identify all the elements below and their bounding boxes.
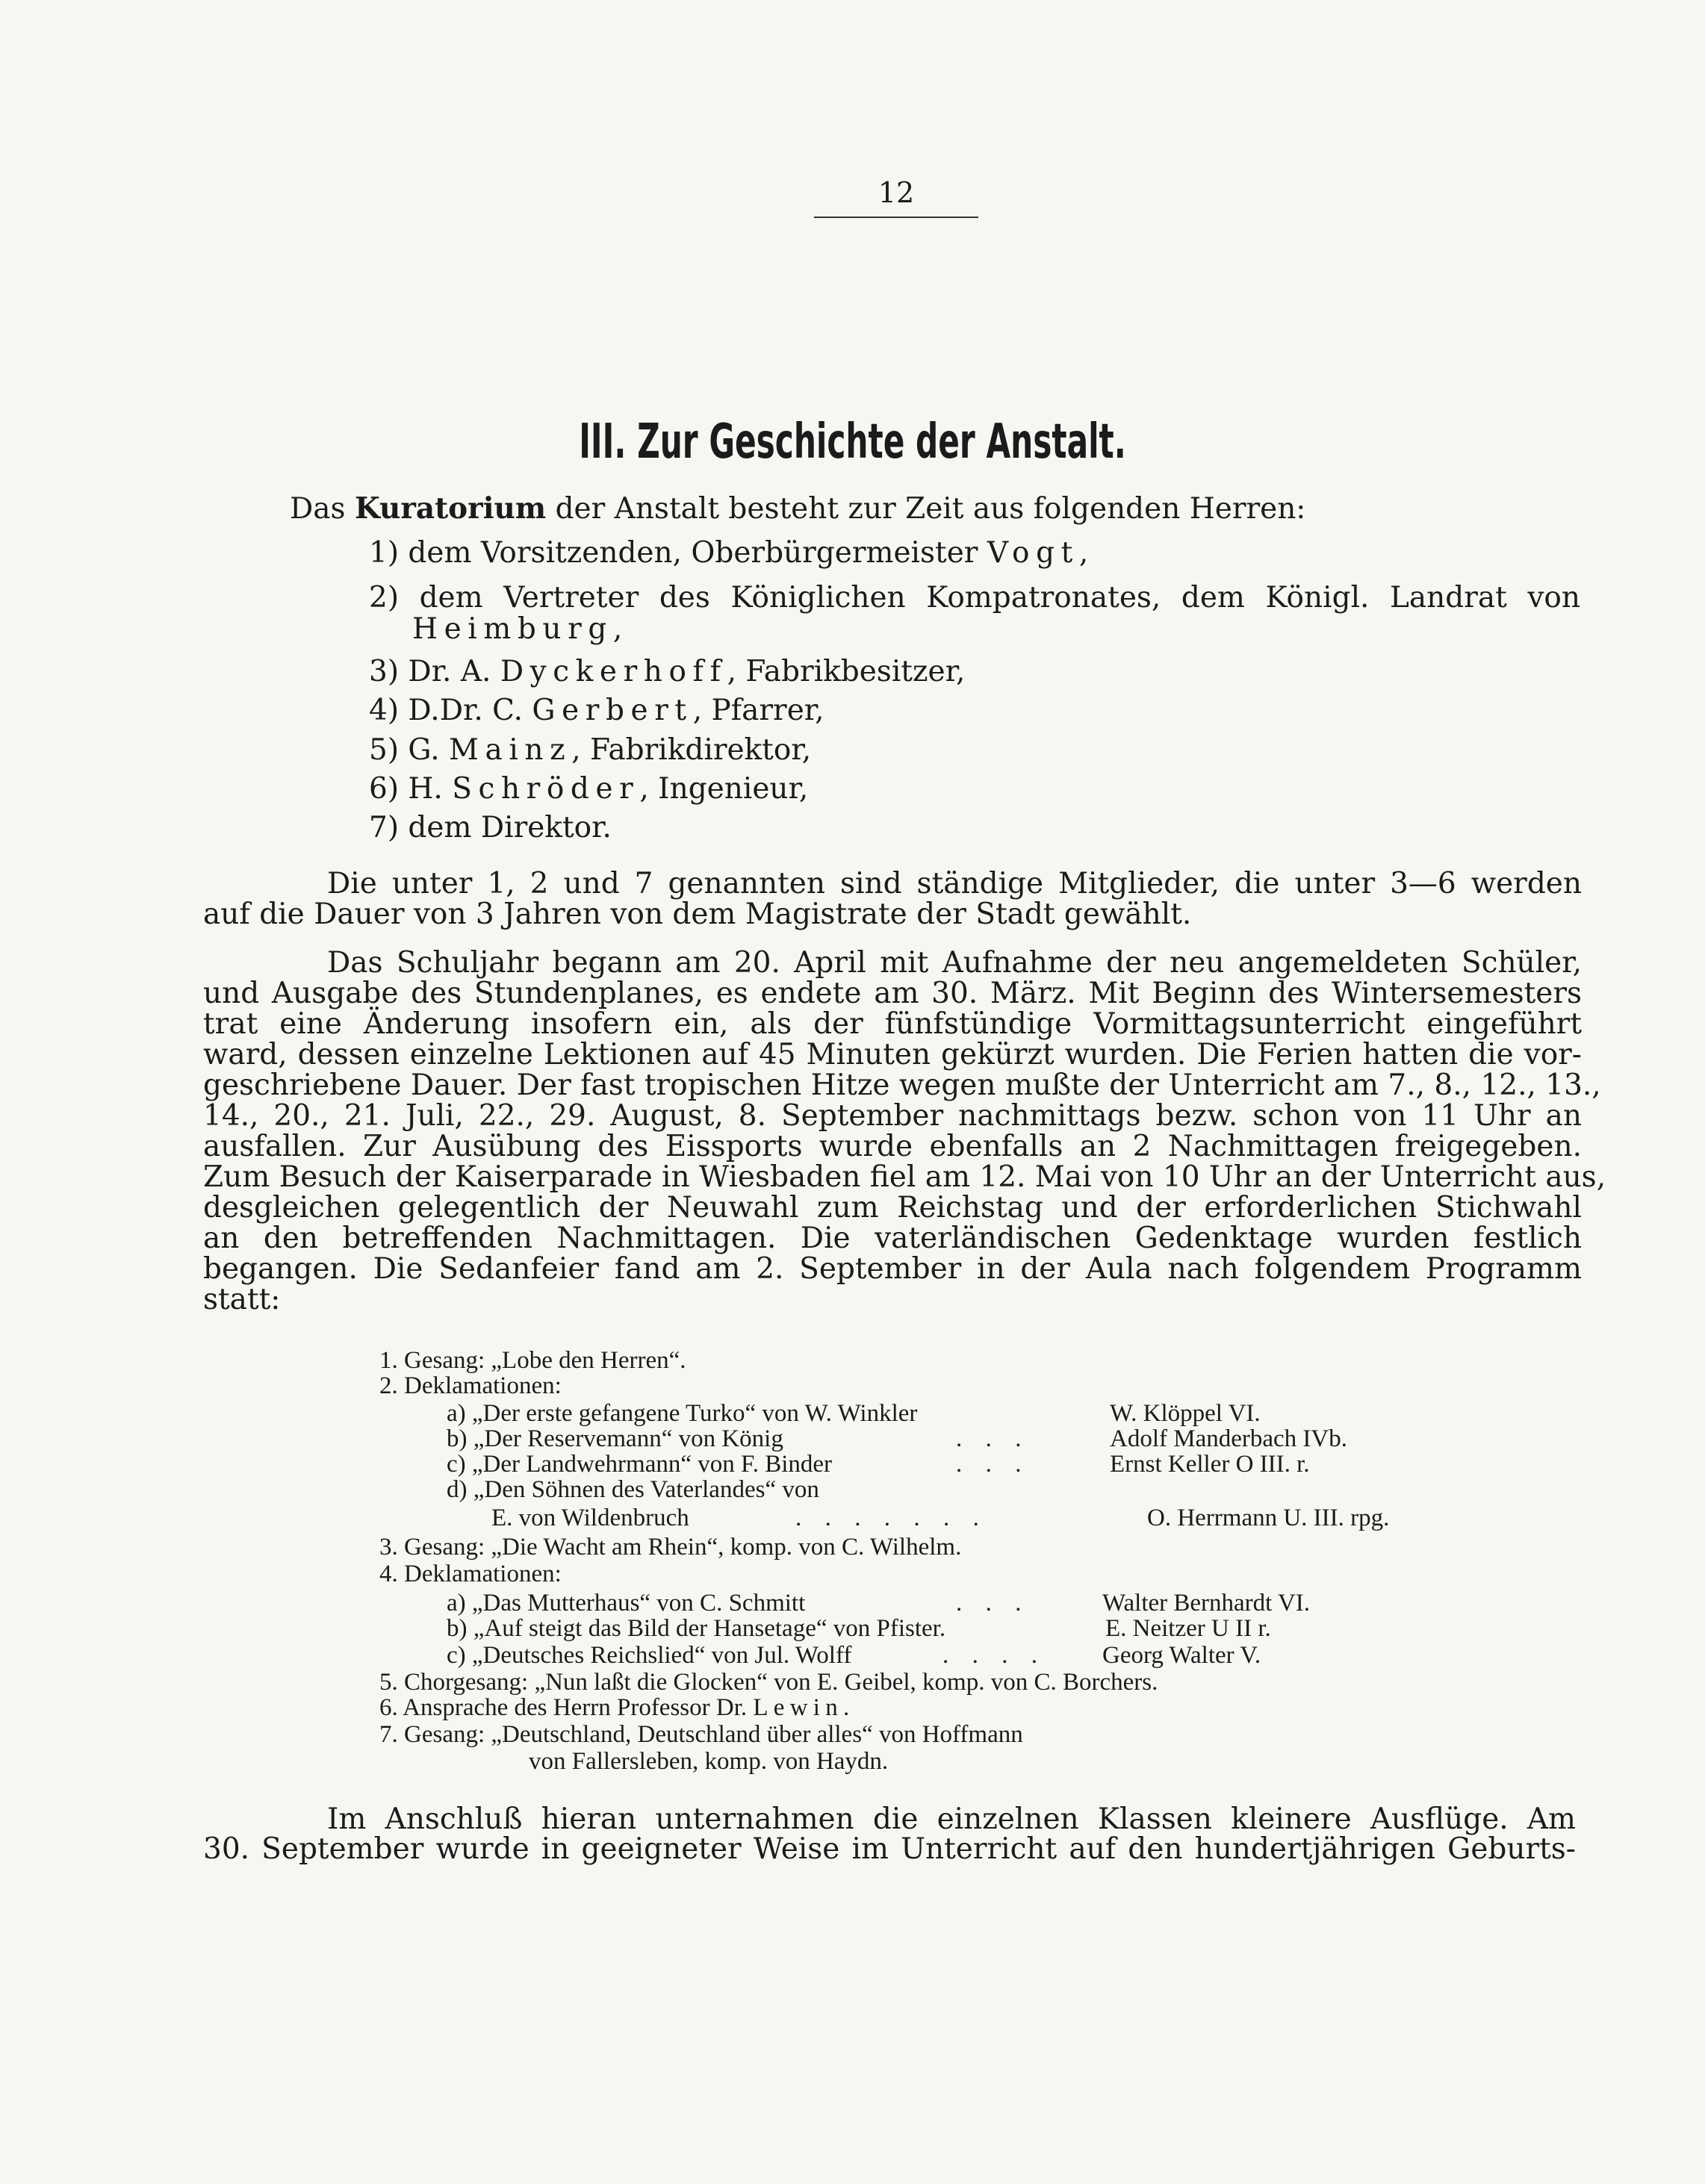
member-4: 4) D.Dr. C. Gerbert, Pfarrer, xyxy=(369,694,824,727)
para2-line: geschriebene Dauer. Der fast tropischen Hitze wegen mußte der Unterricht am 7., 8., 12., 13., xyxy=(203,1068,1601,1102)
para2-line: und Ausgabe des Stundenplanes, es endete am 30. März. Mit Beginn des Wintersemesters xyxy=(203,977,1582,1010)
program-2b-dots: . . . xyxy=(956,1425,1030,1452)
program-2d-title: d) „Den Söhnen des Vaterlandes“ von xyxy=(447,1476,819,1503)
member-5: 5) G. Mainz, Fabrikdirektor, xyxy=(369,733,812,767)
para2-line: begangen. Die Sedanfeier fand am 2. September in der Aula nach folgendem Programm xyxy=(203,1252,1582,1286)
member-7: 7) dem Direktor. xyxy=(369,811,612,844)
program-4c-title: c) „Deutsches Reichslied“ von Jul. Wolff xyxy=(447,1642,852,1669)
program-item-2: 2. Deklamationen: xyxy=(379,1372,562,1399)
program-2d-author: E. von Wildenbruch xyxy=(491,1505,689,1531)
para2-line: statt: xyxy=(203,1283,281,1316)
program-2a-performer: W. Klöppel VI. xyxy=(1110,1400,1261,1427)
program-item-6: 6. Ansprache des Herrn Professor Dr. Lewin. xyxy=(379,1694,850,1721)
para1-line: auf die Dauer von 3 Jahren von dem Magistrate der Stadt gewählt. xyxy=(203,897,1192,931)
para2-line: desgleichen gelegentlich der Neuwahl zum Reichstag und der erforderlichen Stichwahl xyxy=(203,1191,1582,1225)
program-item-7-cont: von Fallersleben, komp. von Haydn. xyxy=(529,1748,889,1775)
para2-line: ward, dessen einzelne Lektionen auf 45 Minuten gekürzt wurden. Die Ferien hatten die vor- xyxy=(203,1038,1582,1071)
program-item-1: 1. Gesang: „Lobe den Herren“. xyxy=(379,1347,686,1374)
program-2d-performer: O. Herrmann U. III. rpg. xyxy=(1147,1505,1390,1531)
section-heading: III. Zur Geschichte der Anstalt. xyxy=(579,414,1126,470)
program-4c-dots: . . . . xyxy=(942,1642,1046,1669)
para2-line: ausfallen. Zur Ausübung des Eissports wurde ebenfalls an 2 Nachmittagen freigegeben. xyxy=(203,1130,1582,1163)
kuratorium-intro: Das Kuratorium der Anstalt besteht zur Zeit aus folgenden Herren: xyxy=(290,491,1306,526)
member-6: 6) H. Schröder, Ingenieur, xyxy=(369,772,809,806)
program-item-4: 4. Deklamationen: xyxy=(379,1561,562,1587)
program-item-3: 3. Gesang: „Die Wacht am Rhein“, komp. von C. Wilhelm. xyxy=(379,1534,962,1561)
para3-line: Im Anschluß hieran unternahmen die einzelnen Klassen kleinere Ausflüge. Am xyxy=(327,1802,1576,1836)
member-3: 3) Dr. A. Dyckerhoff, Fabrikbesitzer, xyxy=(369,655,966,688)
member-1: 1) dem Vorsitzenden, Oberbürgermeister Vogt, xyxy=(369,536,1089,570)
para2-line: 14., 20., 21. Juli, 22., 29. August, 8. September nachmittags bezw. schon von 11 Uhr an xyxy=(203,1099,1582,1133)
program-2c-title: c) „Der Landwehrmann“ von F. Binder xyxy=(447,1451,833,1478)
program-4c-performer: Georg Walter V. xyxy=(1102,1642,1261,1669)
program-2b-title: b) „Der Reservemann“ von König xyxy=(447,1425,783,1452)
program-item-7: 7. Gesang: „Deutschland, Deutschland über alles“ von Hoffmann xyxy=(379,1721,1023,1748)
para2-line: an den betreffenden Nachmittagen. Die vaterländischen Gedenktage wurden festlich xyxy=(203,1222,1582,1255)
para2-line: Das Schuljahr begann am 20. April mit Aufnahme der neu angemeldeten Schüler, xyxy=(327,946,1582,980)
program-2d-dots: . . . . . . . xyxy=(795,1505,988,1531)
page-number: 12 xyxy=(814,176,978,218)
para2-line: Zum Besuch der Kaiserparade in Wiesbaden fiel am 12. Mai von 10 Uhr an der Unterricht aus, xyxy=(203,1160,1606,1194)
program-4a-performer: Walter Bernhardt VI. xyxy=(1102,1590,1311,1617)
program-4b-performer: E. Neitzer U II r. xyxy=(1105,1615,1271,1642)
para3-line: 30. September wurde in geeigneter Weise im Unterricht auf den hundertjährigen Geburts- xyxy=(203,1832,1576,1866)
member-2-name: Heimburg, xyxy=(412,612,623,646)
program-4a-dots: . . . xyxy=(956,1590,1030,1617)
program-4a-title: a) „Das Mutterhaus“ von C. Schmitt xyxy=(447,1590,806,1617)
program-4b-title: b) „Auf steigt das Bild der Hansetage“ von Pfister. xyxy=(447,1615,946,1642)
para1-line: Die unter 1, 2 und 7 genannten sind ständige Mitglieder, die unter 3—6 werden xyxy=(327,867,1582,900)
program-2b-performer: Adolf Manderbach IVb. xyxy=(1110,1425,1347,1452)
program-2c-performer: Ernst Keller O III. r. xyxy=(1110,1451,1310,1478)
para2-line: trat eine Änderung insofern ein, als der fünfstündige Vormittagsunterricht eingeführt xyxy=(203,1007,1582,1041)
program-item-5: 5. Chorgesang: „Nun laßt die Glocken“ von E. Geibel, komp. von C. Borchers. xyxy=(379,1669,1158,1696)
program-2c-dots: . . . xyxy=(956,1451,1030,1478)
member-2: 2) dem Vertreter des Königlichen Kompatronates, dem Königl. Landrat von xyxy=(369,581,1580,615)
program-2a-title: a) „Der erste gefangene Turko“ von W. Winkler xyxy=(447,1400,918,1427)
